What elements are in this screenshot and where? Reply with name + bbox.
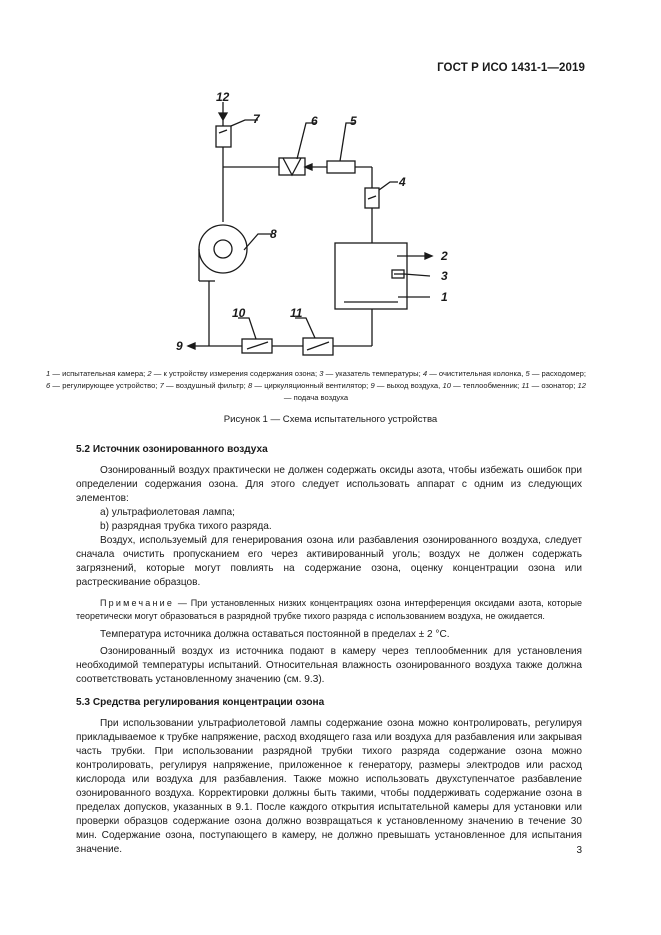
legend-number: 7: [159, 381, 164, 391]
legend-number: 6: [46, 381, 51, 391]
legend-number: 4: [422, 369, 428, 378]
note: [76, 597, 582, 623]
legend-text: — очистительная колонка,: [427, 369, 526, 378]
section-heading: 5.3 Средства регулирования концентрации озона: [76, 697, 325, 708]
legend-text: — выход воздуха,: [374, 381, 443, 391]
legend-text: — испытательная камера;: [50, 369, 148, 378]
paragraph: Температура источника должна оставаться постоянной в пределах ± 2 °C.: [100, 629, 450, 640]
note-label: Примечание: [100, 598, 175, 608]
legend-text: — расходомер;: [529, 369, 587, 378]
label-6: 6: [311, 114, 318, 128]
legend-number: 1: [46, 369, 51, 378]
section-5-2: [76, 443, 582, 857]
test-chamber-1: [335, 243, 407, 309]
paragraph: Озонированный воздух практически не должен содержать оксиды азота, чтобы избежать ошибок при определении содержания озона. Для этого следует использовать аппарат с одним из следующих элементов:: [76, 465, 582, 504]
label-10: 10: [232, 306, 246, 320]
label-5: 5: [350, 114, 357, 128]
paragraph: При использовании ультрафиолетовой лампы содержание озона можно контролировать, регулируя прикладываемое к трубке напряжение, расход входящего газа или воздуха для разбавления или закрывая часть трубки. При использовании разрядной трубки тихого разряда содержание озона можно контролировать, регулируя напряжение, приложенное к генератору, размеры электродов или расход кислорода или воздуха для разбавления. Также можно использовать двухступенчатое разбавление озонированного воздуха. Корректировки должны быть такими, чтобы поддерживать содержание озона в пределах допусков, указанных в 9.1. После каждого открытия испытательной камеры для установки или проверки образцов содержание озона должно возвращаться к установленному значению в течение 30 мин. Содержание озона, поступающего в камеру, не должно превышать установленное для испытания значение.: [76, 718, 582, 855]
label-2: 2: [441, 249, 448, 263]
legend-text: — подача воздуха: [283, 393, 349, 403]
legend-number: 5: [525, 369, 530, 378]
legend-text: — воздушный фильтр;: [163, 381, 248, 391]
legend-number: 10: [442, 381, 451, 391]
air-filter-7: [216, 126, 231, 147]
label-4: 4: [399, 175, 406, 189]
paragraph: Озонированный воздух из источника подают в камеру через теплообменник для установления необходимой температуры испытаний. Относительная влажность озонированного воздуха также должна соответствовать установленному значению (см. 9.3).: [76, 646, 582, 685]
label-12: 12: [216, 90, 230, 104]
label-9: 9: [176, 339, 183, 353]
circulating-fan-8: [199, 225, 247, 273]
note-text: — При установленных низких концентрациях озона интерференция оксидами азота, которые теоретически могут образоваться в разрядной трубке тихого разряда с использованием воздуха, не ожидается.: [76, 598, 582, 621]
test-apparatus-diagram: [0, 0, 661, 360]
page-number: 3: [576, 845, 582, 856]
legend-number: 9: [370, 381, 375, 391]
legend-text: — озонатор;: [529, 381, 578, 391]
regulating-device-6: [279, 158, 305, 175]
figure-caption: Рисунок 1 — Схема испытательного устройства: [223, 414, 438, 425]
legend-number: 8: [247, 381, 253, 391]
legend-text: — указатель температуры;: [323, 369, 423, 378]
legend-number: 3: [319, 369, 324, 378]
paragraph: Воздух, используемый для генерирования озона или разбавления озонированного воздуха, следует сначала очистить пропусканием его через активированный уголь; воздух не должен содержать загрязнений, которые могут повлиять на содержание озона, оценку концентрации озона или растрескивание образцов.: [76, 535, 582, 588]
label-1: 1: [441, 290, 448, 304]
list-item: a) ультрафиолетовая лампа;: [100, 507, 235, 518]
label-3: 3: [441, 269, 448, 283]
figure-legend: [46, 368, 586, 405]
list-item: b) разрядная трубка тихого разряда.: [100, 521, 272, 532]
label-7: 7: [253, 112, 260, 126]
legend-number: 11: [521, 381, 530, 391]
section-heading: 5.2 Источник озонированного воздуха: [76, 444, 268, 455]
legend-text: — к устройству измерения содержания озона;: [151, 369, 320, 378]
legend-text: — регулирующее устройство;: [50, 381, 160, 391]
legend-number: 2: [147, 369, 152, 378]
document-code: ГОСТ Р ИСО 1431-1—2019: [437, 62, 585, 74]
legend-text: — теплообменник;: [450, 381, 522, 391]
legend-number: 12: [577, 381, 586, 391]
flow-meter-5: [327, 161, 355, 173]
label-8: 8: [270, 227, 277, 241]
legend-text: — циркуляционный вентилятор;: [252, 381, 371, 391]
label-11: 11: [290, 306, 303, 320]
